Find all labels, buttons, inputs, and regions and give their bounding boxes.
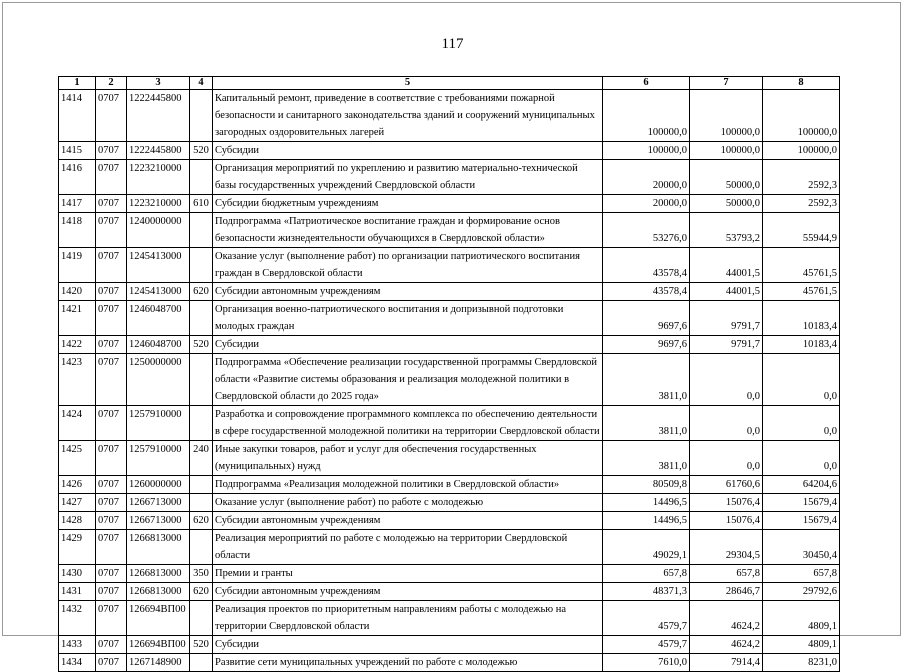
- row-number-cell: 1414: [59, 90, 96, 142]
- amount-year1-cell: 3811,0: [603, 441, 690, 476]
- expense-type-cell: 620: [190, 512, 213, 530]
- amount-year2-cell: 657,8: [690, 565, 763, 583]
- expense-type-cell: 620: [190, 283, 213, 301]
- amount-year3-cell: 4809,1: [763, 636, 840, 654]
- section-code-cell: 0707: [96, 406, 127, 441]
- description-cell: Реализация мероприятий по работе с молодежью на территории Свердловской области: [213, 530, 603, 565]
- expense-type-cell: [190, 530, 213, 565]
- amount-year2-cell: 4624,2: [690, 601, 763, 636]
- amount-year2-cell: 29304,5: [690, 530, 763, 565]
- amount-year3-cell: 45761,5: [763, 248, 840, 283]
- amount-year3-cell: 0,0: [763, 354, 840, 406]
- section-code-cell: 0707: [96, 636, 127, 654]
- table-row: [59, 301, 840, 336]
- section-code-cell: 0707: [96, 354, 127, 406]
- target-code-cell: 1250000000: [127, 354, 190, 406]
- row-number-cell: 1422: [59, 336, 96, 354]
- row-number-cell: 1415: [59, 142, 96, 160]
- section-code-cell: 0707: [96, 654, 127, 672]
- expense-type-cell: 350: [190, 565, 213, 583]
- expense-type-cell: 620: [190, 583, 213, 601]
- description-cell: Организация военно-патриотического воспитания и допризывной подготовки молодых граждан: [213, 301, 603, 336]
- target-code-cell: 1266813000: [127, 530, 190, 565]
- amount-year1-cell: 20000,0: [603, 160, 690, 195]
- amount-year3-cell: 657,8: [763, 565, 840, 583]
- description-cell: Оказание услуг (выполнение работ) по организации патриотического воспитания граждан в Свердловской области: [213, 248, 603, 283]
- amount-year1-cell: 4579,7: [603, 636, 690, 654]
- row-number-cell: 1423: [59, 354, 96, 406]
- row-number-cell: 1432: [59, 601, 96, 636]
- amount-year3-cell: 0,0: [763, 406, 840, 441]
- table-row: [59, 283, 840, 301]
- amount-year2-cell: 15076,4: [690, 494, 763, 512]
- amount-year1-cell: 100000,0: [603, 142, 690, 160]
- row-number-cell: 1426: [59, 476, 96, 494]
- header-row: [59, 77, 840, 90]
- description-cell: Организация мероприятий по укреплению и развитию материально-технической базы государственных учреждений Свердловской области: [213, 160, 603, 195]
- amount-year2-cell: 7914,4: [690, 654, 763, 672]
- target-code-cell: 1245413000: [127, 283, 190, 301]
- section-code-cell: 0707: [96, 476, 127, 494]
- section-code-cell: 0707: [96, 494, 127, 512]
- description-cell: Подпрограмма «Реализация молодежной политики в Свердловской области»: [213, 476, 603, 494]
- expense-type-cell: [190, 90, 213, 142]
- target-code-cell: 1266813000: [127, 565, 190, 583]
- amount-year2-cell: 53793,2: [690, 213, 763, 248]
- amount-year3-cell: 2592,3: [763, 160, 840, 195]
- amount-year3-cell: 10183,4: [763, 336, 840, 354]
- row-number-cell: 1419: [59, 248, 96, 283]
- table-row: [59, 530, 840, 565]
- description-cell: Субсидии автономным учреждениям: [213, 283, 603, 301]
- table-row: [59, 441, 840, 476]
- amount-year3-cell: 29792,6: [763, 583, 840, 601]
- table-row: [59, 476, 840, 494]
- expense-type-cell: [190, 213, 213, 248]
- amount-year3-cell: 100000,0: [763, 90, 840, 142]
- row-number-cell: 1417: [59, 195, 96, 213]
- row-number-cell: 1427: [59, 494, 96, 512]
- expense-type-cell: [190, 601, 213, 636]
- amount-year1-cell: 43578,4: [603, 283, 690, 301]
- amount-year2-cell: 0,0: [690, 441, 763, 476]
- amount-year1-cell: 9697,6: [603, 336, 690, 354]
- section-code-cell: 0707: [96, 248, 127, 283]
- expense-type-cell: [190, 160, 213, 195]
- section-code-cell: 0707: [96, 601, 127, 636]
- amount-year3-cell: 100000,0: [763, 142, 840, 160]
- row-number-cell: 1429: [59, 530, 96, 565]
- table-row: [59, 195, 840, 213]
- table-row: [59, 583, 840, 601]
- amount-year1-cell: 53276,0: [603, 213, 690, 248]
- amount-year3-cell: 10183,4: [763, 301, 840, 336]
- table-row: [59, 636, 840, 654]
- amount-year3-cell: 4809,1: [763, 601, 840, 636]
- amount-year1-cell: 49029,1: [603, 530, 690, 565]
- header-cell: 7: [690, 77, 763, 90]
- header-cell: 6: [603, 77, 690, 90]
- amount-year1-cell: 14496,5: [603, 512, 690, 530]
- header-cell: 5: [213, 77, 603, 90]
- amount-year3-cell: 45761,5: [763, 283, 840, 301]
- section-code-cell: 0707: [96, 565, 127, 583]
- amount-year3-cell: 8231,0: [763, 654, 840, 672]
- description-cell: Субсидии: [213, 142, 603, 160]
- amount-year3-cell: 55944,9: [763, 213, 840, 248]
- section-code-cell: 0707: [96, 336, 127, 354]
- amount-year2-cell: 100000,0: [690, 142, 763, 160]
- section-code-cell: 0707: [96, 283, 127, 301]
- description-cell: Иные закупки товаров, работ и услуг для обеспечения государственных (муниципальных) нужд: [213, 441, 603, 476]
- row-number-cell: 1416: [59, 160, 96, 195]
- amount-year1-cell: 14496,5: [603, 494, 690, 512]
- expense-type-cell: [190, 476, 213, 494]
- section-code-cell: 0707: [96, 142, 127, 160]
- row-number-cell: 1424: [59, 406, 96, 441]
- row-number-cell: 1418: [59, 213, 96, 248]
- target-code-cell: 1257910000: [127, 406, 190, 441]
- target-code-cell: 126694ВП00: [127, 636, 190, 654]
- description-cell: Разработка и сопровождение программного комплекса по обеспечению деятельности в сфере государственной молодежной политики на территории Свердловской области: [213, 406, 603, 441]
- expense-type-cell: [190, 248, 213, 283]
- amount-year2-cell: 100000,0: [690, 90, 763, 142]
- amount-year2-cell: 50000,0: [690, 160, 763, 195]
- row-number-cell: 1425: [59, 441, 96, 476]
- table-row: [59, 512, 840, 530]
- description-cell: Развитие сети муниципальных учреждений по работе с молодежью: [213, 654, 603, 672]
- row-number-cell: 1420: [59, 283, 96, 301]
- target-code-cell: 126694ВП00: [127, 601, 190, 636]
- amount-year1-cell: 3811,0: [603, 354, 690, 406]
- amount-year1-cell: 80509,8: [603, 476, 690, 494]
- amount-year2-cell: 50000,0: [690, 195, 763, 213]
- expense-type-cell: 240: [190, 441, 213, 476]
- amount-year1-cell: 9697,6: [603, 301, 690, 336]
- amount-year2-cell: 44001,5: [690, 248, 763, 283]
- table-row: [59, 90, 840, 142]
- description-cell: Субсидии: [213, 336, 603, 354]
- target-code-cell: 1266713000: [127, 512, 190, 530]
- expense-type-cell: 520: [190, 142, 213, 160]
- table-row: [59, 354, 840, 406]
- amount-year2-cell: 44001,5: [690, 283, 763, 301]
- header-cell: 1: [59, 77, 96, 90]
- section-code-cell: 0707: [96, 512, 127, 530]
- target-code-cell: 1245413000: [127, 248, 190, 283]
- expense-type-cell: 520: [190, 336, 213, 354]
- target-code-cell: 1267148900: [127, 654, 190, 672]
- expense-type-cell: 610: [190, 195, 213, 213]
- description-cell: Капитальный ремонт, приведение в соответствие с требованиями пожарной безопасности и санитарного законодательства зданий и сооружений муниципальных загородных оздоровительных лагерей: [213, 90, 603, 142]
- amount-year1-cell: 3811,0: [603, 406, 690, 441]
- amount-year1-cell: 4579,7: [603, 601, 690, 636]
- header-cell: 3: [127, 77, 190, 90]
- table-row: [59, 142, 840, 160]
- target-code-cell: 1257910000: [127, 441, 190, 476]
- row-number-cell: 1431: [59, 583, 96, 601]
- expense-type-cell: [190, 406, 213, 441]
- amount-year1-cell: 100000,0: [603, 90, 690, 142]
- expense-type-cell: 520: [190, 636, 213, 654]
- target-code-cell: 1266713000: [127, 494, 190, 512]
- amount-year1-cell: 43578,4: [603, 248, 690, 283]
- target-code-cell: 1223210000: [127, 195, 190, 213]
- header-cell: 4: [190, 77, 213, 90]
- target-code-cell: 1246048700: [127, 336, 190, 354]
- amount-year2-cell: 61760,6: [690, 476, 763, 494]
- expense-type-cell: [190, 301, 213, 336]
- amount-year1-cell: 657,8: [603, 565, 690, 583]
- row-number-cell: 1428: [59, 512, 96, 530]
- row-number-cell: 1433: [59, 636, 96, 654]
- section-code-cell: 0707: [96, 213, 127, 248]
- table-row: [59, 406, 840, 441]
- amount-year1-cell: 48371,3: [603, 583, 690, 601]
- amount-year2-cell: 0,0: [690, 354, 763, 406]
- description-cell: Подпрограмма «Патриотическое воспитание граждан и формирование основ безопасности жизнедеятельности обучающихся в Свердловской области»: [213, 213, 603, 248]
- table-row: [59, 494, 840, 512]
- description-cell: Субсидии автономным учреждениям: [213, 512, 603, 530]
- expense-type-cell: [190, 494, 213, 512]
- amount-year2-cell: 4624,2: [690, 636, 763, 654]
- target-code-cell: 1246048700: [127, 301, 190, 336]
- description-cell: Реализация проектов по приоритетным направлениям работы с молодежью на территории Свердловской области: [213, 601, 603, 636]
- amount-year3-cell: 0,0: [763, 441, 840, 476]
- header-cell: 2: [96, 77, 127, 90]
- target-code-cell: 1223210000: [127, 160, 190, 195]
- amount-year2-cell: 9791,7: [690, 301, 763, 336]
- target-code-cell: 1240000000: [127, 213, 190, 248]
- table-body: [59, 90, 840, 672]
- amount-year1-cell: 20000,0: [603, 195, 690, 213]
- target-code-cell: 1222445800: [127, 142, 190, 160]
- amount-year3-cell: 15679,4: [763, 494, 840, 512]
- amount-year2-cell: 15076,4: [690, 512, 763, 530]
- section-code-cell: 0707: [96, 301, 127, 336]
- section-code-cell: 0707: [96, 160, 127, 195]
- description-cell: Субсидии: [213, 636, 603, 654]
- table-row: [59, 160, 840, 195]
- amount-year1-cell: 7610,0: [603, 654, 690, 672]
- amount-year3-cell: 64204,6: [763, 476, 840, 494]
- section-code-cell: 0707: [96, 441, 127, 476]
- table-row: [59, 213, 840, 248]
- section-code-cell: 0707: [96, 90, 127, 142]
- page-number: 117: [441, 36, 464, 52]
- target-code-cell: 1260000000: [127, 476, 190, 494]
- amount-year2-cell: 0,0: [690, 406, 763, 441]
- header-cell: 8: [763, 77, 840, 90]
- target-code-cell: 1222445800: [127, 90, 190, 142]
- budget-table: [58, 76, 840, 672]
- section-code-cell: 0707: [96, 583, 127, 601]
- amount-year3-cell: 2592,3: [763, 195, 840, 213]
- amount-year2-cell: 9791,7: [690, 336, 763, 354]
- table-row: [59, 654, 840, 672]
- target-code-cell: 1266813000: [127, 583, 190, 601]
- table-row: [59, 336, 840, 354]
- row-number-cell: 1434: [59, 654, 96, 672]
- description-cell: Подпрограмма «Обеспечение реализации государственной программы Свердловской области «Развитие системы образования и реализация молодежной политики в Свердловской области до 2025 года»: [213, 354, 603, 406]
- expense-type-cell: [190, 654, 213, 672]
- section-code-cell: 0707: [96, 195, 127, 213]
- table-row: [59, 601, 840, 636]
- table-row: [59, 248, 840, 283]
- table-row: [59, 565, 840, 583]
- row-number-cell: 1430: [59, 565, 96, 583]
- amount-year2-cell: 28646,7: [690, 583, 763, 601]
- amount-year3-cell: 15679,4: [763, 512, 840, 530]
- description-cell: Субсидии бюджетным учреждениям: [213, 195, 603, 213]
- amount-year3-cell: 30450,4: [763, 530, 840, 565]
- expense-type-cell: [190, 354, 213, 406]
- description-cell: Субсидии автономным учреждениям: [213, 583, 603, 601]
- section-code-cell: 0707: [96, 530, 127, 565]
- description-cell: Оказание услуг (выполнение работ) по работе с молодежью: [213, 494, 603, 512]
- row-number-cell: 1421: [59, 301, 96, 336]
- description-cell: Премии и гранты: [213, 565, 603, 583]
